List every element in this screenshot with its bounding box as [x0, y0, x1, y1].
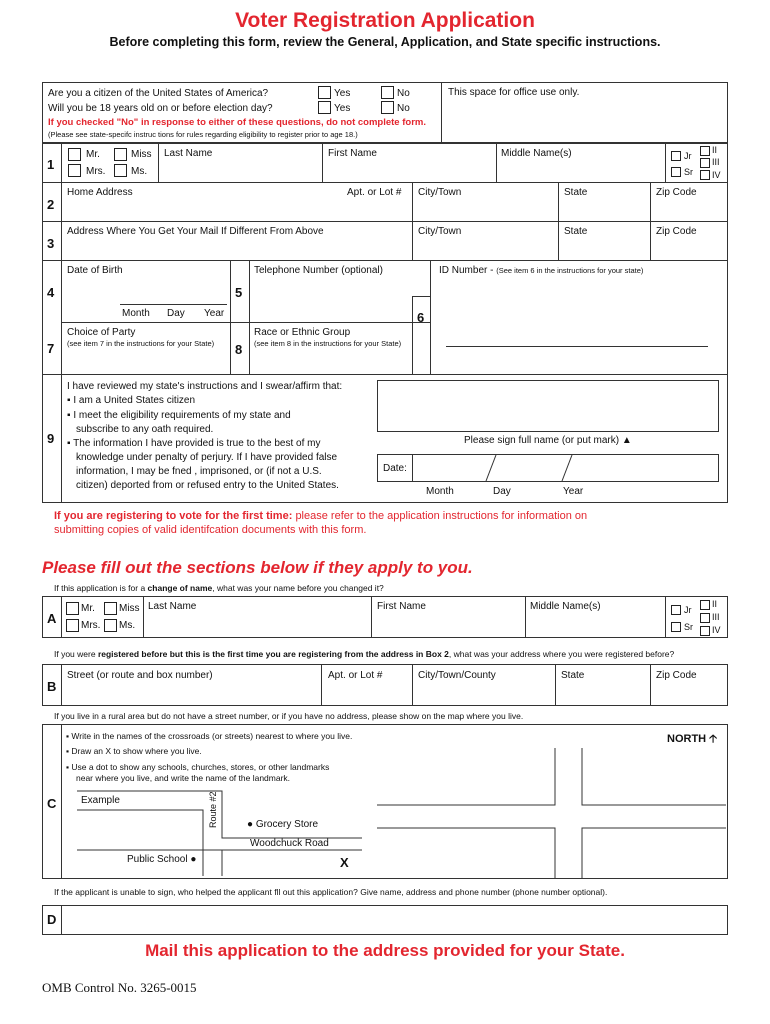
signature-field[interactable]	[377, 380, 719, 432]
form-subtitle: Before completing this form, review the General, Application, and State specific instructions.	[109, 35, 661, 49]
oath-intro: I have reviewed my state's instructions and I swear/affirm that:	[67, 381, 343, 392]
iv-label: IV	[712, 170, 721, 180]
oath-line-7: citizen) deported from or refused entry to the United States.	[76, 480, 339, 491]
section-c-intro: If you live in a rural area but do not have a street number, or if you have no address, please show on the map where you live.	[54, 711, 524, 721]
miss-checkbox[interactable]	[114, 148, 127, 161]
a-sr-checkbox[interactable]	[671, 622, 681, 632]
row-number-2: 2	[47, 197, 55, 212]
b-apt-label: Apt. or Lot #	[328, 670, 383, 681]
dot-icon: ●	[190, 854, 197, 865]
dob-month-label: Month	[122, 308, 150, 319]
optional-sections-header: Please fill out the sections below if they apply to you.	[42, 558, 473, 577]
dob-day-label: Day	[167, 308, 185, 319]
a-jr-label: Jr	[684, 605, 692, 615]
section-c-letter: C	[47, 796, 57, 811]
mrs-checkbox[interactable]	[68, 164, 81, 177]
apt-lot-label: Apt. or Lot #	[347, 187, 402, 198]
section-b-letter: B	[47, 679, 57, 694]
oath-line-3: subscribe to any oath required.	[76, 424, 214, 435]
sr-label: Sr	[684, 167, 693, 177]
signature-label: Please sign full name (or put mark) ▲	[464, 435, 632, 446]
mr-label: Mr.	[86, 149, 100, 160]
first-time-notice-2: submitting copies of valid identifcation documents with this form.	[54, 524, 367, 536]
b-zip-label: Zip Code	[656, 670, 697, 681]
sig-day-label: Day	[493, 486, 511, 497]
grocery-store-label: ● Grocery Store	[247, 819, 319, 830]
a-ii-label: II	[712, 599, 718, 609]
age-no-label: No	[397, 103, 410, 114]
iii-label: III	[712, 157, 720, 167]
phone-label: Telephone Number (optional)	[254, 265, 383, 276]
a-iv-checkbox[interactable]	[700, 626, 710, 636]
age-no-checkbox[interactable]	[381, 101, 394, 114]
mail-state-label: State	[564, 226, 588, 237]
zip-code-label: Zip Code	[656, 187, 697, 198]
a-mr-checkbox[interactable]	[66, 602, 79, 615]
citizen-yes-checkbox[interactable]	[318, 86, 331, 99]
date-separators	[470, 455, 590, 481]
ms-label: Ms.	[131, 166, 148, 177]
ii-checkbox[interactable]	[700, 146, 710, 156]
section-d-box[interactable]	[42, 905, 728, 935]
a-miss-label: Miss	[119, 603, 140, 614]
form-title: Voter Registration Application	[235, 9, 535, 32]
arrow-up-icon: 🡡	[709, 733, 718, 745]
eligibility-note: (Please see state-specifc instruc tions for rules regarding eligibility to register prior to age 18.)	[48, 130, 358, 139]
first-name-label: First Name	[328, 148, 377, 159]
oath-line-2: ▪ I meet the eligibility requirements of my state and	[67, 410, 291, 421]
c-bullet-3: ▪ Use a dot to show any schools, churches, stores, or other landmarks	[66, 762, 330, 772]
b-state-label: State	[561, 670, 585, 681]
age-question: Will you be 18 years old on or before election day?	[48, 103, 273, 114]
citizen-no-checkbox[interactable]	[381, 86, 394, 99]
office-use-label: This space for office use only.	[448, 87, 580, 98]
middle-name-label: Middle Name(s)	[501, 148, 572, 159]
row-number-5: 5	[235, 285, 243, 300]
eligibility-warning: If you checked "No" in response to either of these questions, do not complete form.	[48, 117, 426, 128]
row-number-3: 3	[47, 236, 55, 251]
party-note: (see item 7 in the instructions for your State)	[67, 339, 215, 348]
public-school-label: Public School ●	[127, 854, 197, 865]
oath-line-4: ▪ The information I have provided is true to the best of my	[67, 438, 321, 449]
section-d-letter: D	[47, 912, 57, 927]
a-iii-checkbox[interactable]	[700, 613, 710, 623]
a-miss-checkbox[interactable]	[104, 602, 117, 615]
a-iv-label: IV	[712, 625, 721, 635]
sig-year-label: Year	[563, 486, 584, 497]
sig-month-label: Month	[426, 486, 454, 497]
id-number-label: ID Number - (See item 6 in the instructions for your state)	[439, 265, 644, 276]
mr-checkbox[interactable]	[68, 148, 81, 161]
mrs-label: Mrs.	[86, 166, 106, 177]
age-yes-checkbox[interactable]	[318, 101, 331, 114]
row-number-4: 4	[47, 285, 55, 300]
citizen-question: Are you a citizen of the United States of America?	[48, 88, 269, 99]
triangle-up-icon: ▲	[621, 435, 632, 446]
iv-checkbox[interactable]	[700, 170, 710, 180]
city-town-label: City/Town	[418, 187, 462, 198]
omb-control-number: OMB Control No. 3265-0015	[42, 980, 197, 995]
row-number-6: 6	[417, 310, 425, 325]
mail-instruction: Mail this application to the address provided for your State.	[145, 941, 625, 960]
citizen-yes-label: Yes	[334, 88, 351, 99]
a-ms-label: Ms.	[119, 620, 136, 631]
b-city-label: City/Town/County	[418, 670, 496, 681]
a-mrs-checkbox[interactable]	[66, 619, 79, 632]
iii-checkbox[interactable]	[700, 158, 710, 168]
race-label: Race or Ethnic Group	[254, 327, 351, 338]
citizen-no-label: No	[397, 88, 410, 99]
dot-icon: ●	[247, 819, 254, 830]
woodchuck-road-label: Woodchuck Road	[250, 838, 329, 849]
first-time-notice: If you are registering to vote for the first time: please refer to the application instructions for information on	[54, 510, 588, 522]
jr-checkbox[interactable]	[671, 151, 681, 161]
a-middle-name-label: Middle Name(s)	[530, 601, 601, 612]
a-first-name-label: First Name	[377, 601, 426, 612]
dob-year-label: Year	[204, 308, 225, 319]
ms-checkbox[interactable]	[114, 164, 127, 177]
section-a-intro: If this application is for a change of name, what was your name before you changed it?	[54, 583, 384, 593]
mail-zip-label: Zip Code	[656, 226, 697, 237]
a-mr-label: Mr.	[81, 603, 95, 614]
row-number-7: 7	[47, 341, 55, 356]
b-street-label: Street (or route and box number)	[67, 670, 213, 681]
a-ms-checkbox[interactable]	[104, 619, 117, 632]
crossroads-map[interactable]	[377, 748, 727, 878]
a-mrs-label: Mrs.	[81, 620, 101, 631]
a-jr-checkbox[interactable]	[671, 605, 681, 615]
home-address-label: Home Address	[67, 187, 133, 198]
a-sr-label: Sr	[684, 622, 693, 632]
row-number-1: 1	[47, 157, 55, 172]
c-bullet-3b: near where you live, and write the name of the landmark.	[76, 773, 291, 783]
c-bullet-2: ▪ Draw an X to show where you live.	[66, 746, 202, 756]
example-x-mark: X	[340, 855, 349, 870]
mail-city-label: City/Town	[418, 226, 462, 237]
section-d-intro: If the applicant is unable to sign, who helped the applicant fll out this application? Give name, address and phone number (phone number optional).	[54, 887, 608, 897]
row-number-8: 8	[235, 342, 243, 357]
miss-label: Miss	[131, 149, 152, 160]
a-ii-checkbox[interactable]	[700, 600, 710, 610]
dob-label: Date of Birth	[67, 265, 123, 276]
route-label: Route #2	[208, 791, 218, 828]
ii-label: II	[712, 145, 718, 155]
section-b-intro: If you were registered before but this is the first time you are registering from the address in Box 2, what was your address where you were registered before?	[54, 649, 675, 659]
c-bullet-1: ▪ Write in the names of the crossroads (or streets) nearest to where you live.	[66, 731, 353, 741]
section-a-letter: A	[47, 611, 57, 626]
jr-label: Jr	[684, 151, 692, 161]
oath-line-6: information, I may be fned , imprisoned, or (if not a U.S.	[76, 466, 322, 477]
sr-checkbox[interactable]	[671, 167, 681, 177]
north-label: NORTH 🡡	[667, 733, 718, 745]
party-label: Choice of Party	[67, 327, 136, 338]
date-label: Date:	[383, 463, 407, 474]
a-last-name-label: Last Name	[148, 601, 197, 612]
last-name-label: Last Name	[164, 148, 213, 159]
oath-line-1: ▪ I am a United States citizen	[67, 395, 196, 406]
oath-line-5: knowledge under penalty of perjury. If I have provided false	[76, 452, 338, 463]
mail-address-label: Address Where You Get Your Mail If Different From Above	[67, 226, 324, 237]
a-iii-label: III	[712, 612, 720, 622]
state-label: State	[564, 187, 588, 198]
race-note: (see item 8 in the instructions for your State)	[254, 339, 402, 348]
row-number-9: 9	[47, 431, 55, 446]
example-label: Example	[81, 795, 120, 806]
age-yes-label: Yes	[334, 103, 351, 114]
